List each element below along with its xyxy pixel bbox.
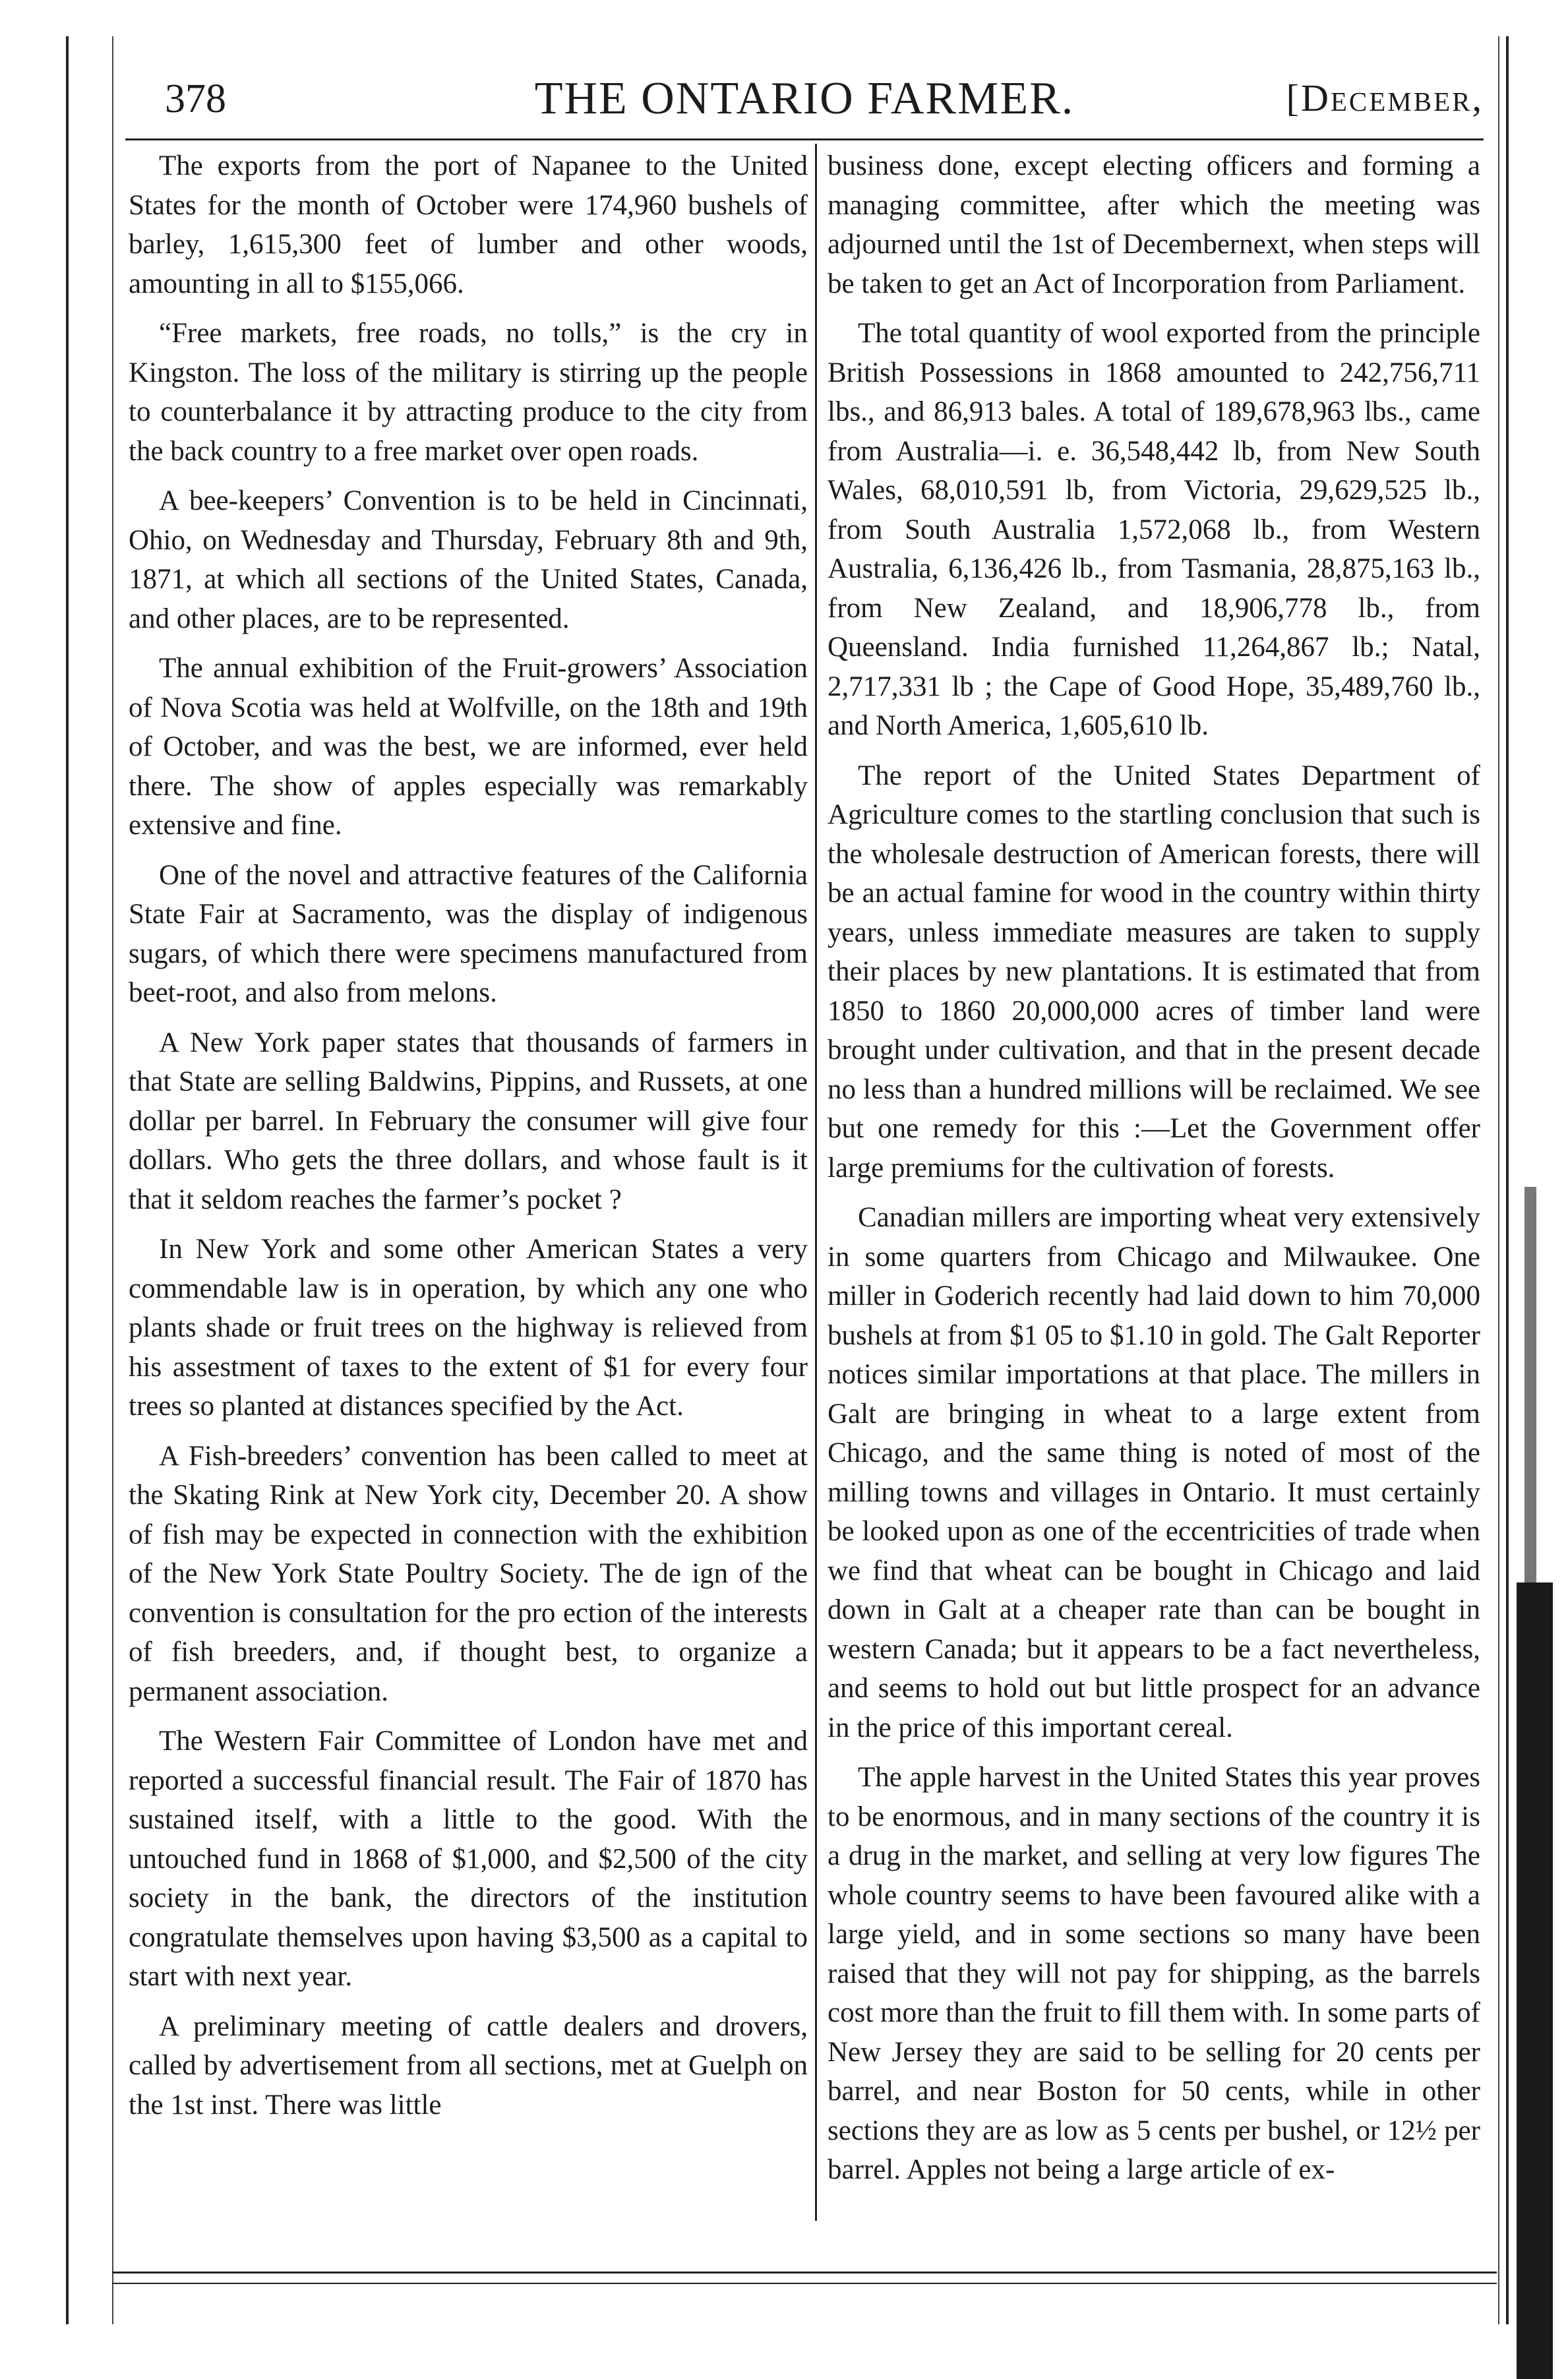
article-new-york-apples: A New York paper states that thousands of farmers in that State are selling Baldwins, Pippins, and Russets, at one dollar per barrel. In February the consumer will give four dollars. Who gets the three dollars, and whose fault is it that it seldom reaches the farmer’s pocket ? — [129, 1027, 808, 1215]
article-nova-scotia-fruit-growers: The annual exhibition of the Fruit-growers’ Association of Nova Scotia was held at Wolfville, on the 18th and 19th of October, and was the best, we are informed, ever held there. The show of apples especially was remarkably extensive and fine. — [129, 653, 808, 841]
article-forest-destruction: The report of the United States Department of Agriculture comes to the startling conclusion that such is the wholesale destruction of American forests, there will be an actual famine for wood in the country within thirty years, unless immediate measures are taken to supply their places by new plantations. It is estimated that from 1850 to 1860 20,000,000 acres of timber land were brought under cultivation, and that in the present decade no less than a hundred millions will be reclaimed. We see but one remedy for this :—Let the Government offer large premiums for the cultivation of forests. — [828, 760, 1480, 1184]
footer-rule — [112, 2272, 1497, 2274]
scan-edge-dark — [1517, 1582, 1553, 2379]
footer-rule-double — [112, 2283, 1497, 2284]
article-bee-keepers-convention: A bee-keepers’ Convention is to be held in Cincinnati, Ohio, on Wednesday and Thursday, February 8th and 9th, 1871, at which all sections of the United States, Canada, and other places, are to be represented. — [129, 485, 808, 634]
page-number: 378 — [165, 76, 226, 121]
article-cattle-dealers-continued: business done, except electing officers and forming a managing committee, after which the meeting was adjourned until the 1st of Decembernext, when steps will be taken to get an Act of Incorporation from Parliament. — [828, 150, 1480, 299]
article-wool-exports: The total quantity of wool exported from the principle British Possessions in 1868 amounted to 242,756,711 lbs., and 86,913 bales. A total of 189,678,963 lbs., came from Australia—i. e. 36,548,442 lb, from New South Wales, 68,010,591 lb, from Victoria, 29,629,525 lb., from South Australia 1,572,068 lb., from Western Australia, 6,136,426 lb., from Tasmania, 28,875,163 lb., from New Zealand, and 18,906,778 lb., from Queensland. India furnished 11,264,867 lb.; Natal, 2,717,331 lb ; the Cape of Good Hope, 35,489,760 lb., and North America, 1,605,610 lb. — [828, 318, 1480, 741]
article-kingston-free-markets: “Free markets, free roads, no tolls,” is the cry in Kingston. The loss of the military is stirring up the people to counterbalance it by attracting produce to the city from the back country to a free market over open roads. — [129, 318, 808, 467]
article-napanee-exports: The exports from the port of Napanee to the United States for the month of October were 174,960 bushels of barley, 1,615,300 feet of lumber and other woods, amounting in all to $155,066. — [129, 150, 808, 299]
page-header — [125, 69, 1484, 135]
article-california-state-fair: One of the novel and attractive features of the California State Fair at Sacramento, was the display of indigenous sugars, of which there were specimens manufactured from beet-root, and also from melons. — [129, 859, 808, 1008]
right-column — [828, 146, 1480, 2200]
left-column — [129, 146, 808, 2135]
article-canadian-millers: Canadian millers are importing wheat very extensively in some quarters from Chicago and Milwaukee. One miller in Goderich recently had laid down to him 70,000 bushels at from $1 05 to $1.10 in gold. The Galt Reporter notices similar importations at that place. The millers in Galt are bringing in wheat to a large extent from Chicago, and the same thing is noted of most of the milling towns and villages in Ontario. It must certainly be looked upon as one of the eccentricities of trade when we find that wheat can be bought in Chicago and laid down in Galt at a cheaper rate than can be bought in western Canada; but it appears to be a fact nevertheless, and seems to hold out but little prospect for an advance in the price of this important cereal. — [828, 1202, 1480, 1743]
scan-edge-shadow — [1524, 1187, 1536, 1582]
issue-month: [December, — [1286, 76, 1484, 119]
article-cattle-dealers-meeting: A preliminary meeting of cattle dealers and drovers, called by advertisement from all sections, met at Guelph on the 1st inst. There was little — [129, 2010, 808, 2121]
article-western-fair-committee: The Western Fair Committee of London have met and reported a successful financial result. The Fair of 1870 has sustained itself, with a little to the good. With the untouched fund in 1868 of $1,000, and $2,500 of the city society in the bank, the directors of the institution congratulate themselves upon having $3,500 as a capital to start with next year. — [129, 1726, 808, 1992]
header-rule — [125, 138, 1484, 140]
column-divider — [815, 144, 817, 2221]
article-tree-planting-law: In New York and some other American States a very commendable law is in operation, by which any one who plants shade or fruit trees on the highway is relieved from his assestment of taxes to the extent of $1 for every four trees so planted at distances specified by the Act. — [129, 1234, 808, 1422]
article-fish-breeders-convention: A Fish-breeders’ convention has been called to meet at the Skating Rink at New York city, December 20. A show of fish may be expected in connection with the exhibition of the New York State Poultry Society. The de ign of the convention is consultation for the pro ection of the interests of fish breeders, and, if thought best, to organize a permanent association. — [129, 1440, 808, 1707]
publication-title: THE ONTARIO FARMER. — [534, 73, 1075, 124]
article-apple-harvest: The apple harvest in the United States this year proves to be enormous, and in many sections of the country it is a drug in the market, and selling at very low figures The whole country seems to have been favoured alike with a large yield, and in some sections so many have been raised that they will not pay for shipping, as the barrels cost more than the fruit to fill them with. In some parts of New Jersey they are said to be selling for 20 cents per barrel, and near Boston for 50 cents, while in other sections they are as low as 5 cents per bushel, or 12½ per barrel. Apples not being a large article of ex- — [828, 1762, 1480, 2185]
